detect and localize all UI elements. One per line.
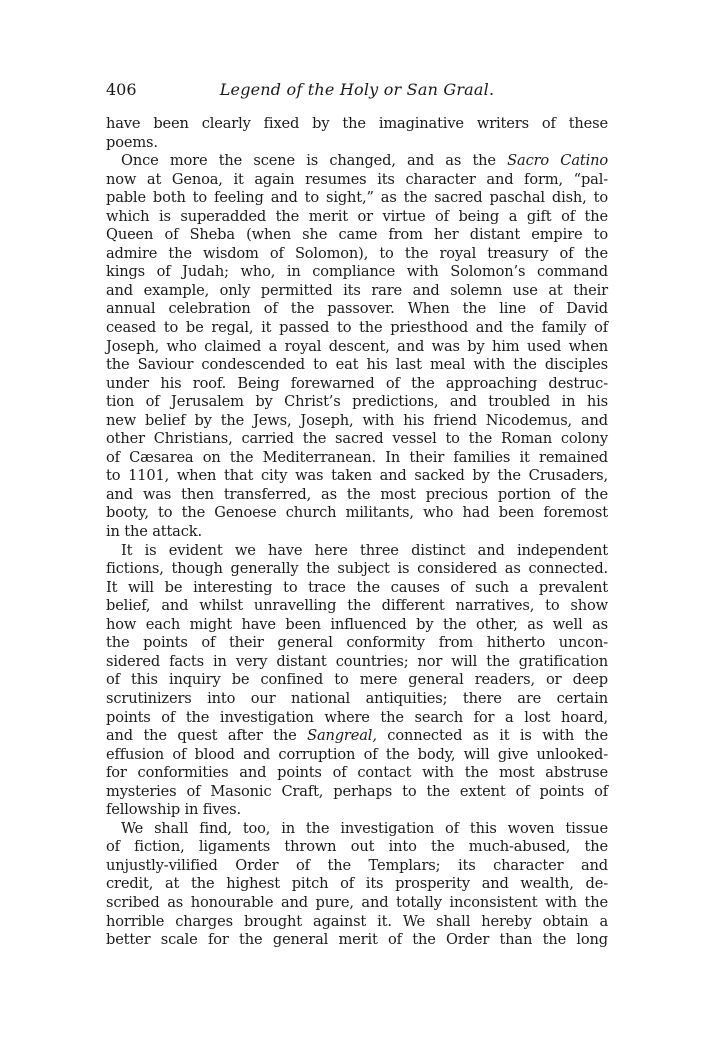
text-segment: now at Genoa, it again resumes its character and form, “pal- [106, 170, 608, 188]
text-line [106, 430, 608, 449]
text-segment: points of the investigation where the search for a lost hoard, [106, 708, 608, 726]
body-text [106, 115, 608, 950]
text-line [106, 338, 608, 357]
text-segment: sidered facts in very distant countries; nor will the gratification [106, 652, 608, 670]
text-line [106, 746, 608, 765]
text-line [106, 449, 608, 468]
text-segment: credit, at the highest pitch of its prosperity and wealth, de- [106, 875, 608, 893]
text-line [106, 783, 608, 802]
text-line [106, 189, 608, 208]
text-line [106, 671, 608, 690]
running-title: Legend of the Holy or San Graal. [219, 80, 495, 99]
text-line [106, 801, 608, 820]
text-line [106, 226, 608, 245]
text-segment: horrible charges brought against it. We shall hereby obtain a [106, 912, 608, 930]
page-number: 406 [106, 80, 137, 99]
text-line [106, 653, 608, 672]
text-segment: of Cæsarea on the Mediterranean. In their families it remained [106, 448, 608, 466]
text-line [106, 393, 608, 412]
text-segment: have been clearly fixed by the imaginative writers of these [106, 115, 608, 132]
text-segment: of this inquiry be confined to mere general readers, or deep [106, 671, 608, 689]
text-segment: of fiction, ligaments thrown out into the much-abused, the [106, 838, 608, 856]
text-line [106, 690, 608, 709]
text-line [106, 300, 608, 319]
text-line [106, 857, 608, 876]
text-segment: pable both to feeling and to sight,” as the sacred paschal dish, to [106, 189, 608, 207]
text-line [106, 263, 608, 282]
text-line [106, 375, 608, 394]
text-segment: and the quest after the [106, 727, 308, 745]
text-line [106, 542, 608, 561]
text-segment: effusion of blood and corruption of the body, will give unlooked- [106, 745, 608, 763]
text-line [106, 634, 608, 653]
text-segment: kings of Judah; who, in compliance with Solomon’s command [106, 263, 608, 281]
text-line [106, 171, 608, 190]
text-line [106, 467, 608, 486]
text-line [106, 245, 608, 264]
text-segment: unjustly-vilified Order of the Templars; its character and [106, 856, 608, 874]
text-line [106, 709, 608, 728]
text-line [106, 597, 608, 616]
text-segment: booty, to the Genoese church militants, who had been foremost [106, 504, 608, 522]
text-line [106, 838, 608, 857]
text-line [106, 931, 608, 950]
text-line [106, 319, 608, 338]
text-line [106, 356, 608, 375]
text-segment: new belief by the Jews, Joseph, with his friend Nicodemus, and [106, 411, 608, 429]
text-segment: the points of their general conformity from hitherto uncon- [106, 634, 608, 652]
text-segment: admire the wisdom of Solomon), to the royal treasury of the [106, 244, 608, 262]
text-segment: for conformities and points of contact with the most abstruse [106, 764, 608, 782]
text-segment: connected as it is with the [376, 727, 608, 745]
book-page [106, 77, 608, 950]
text-segment: the Saviour condescended to eat his last meal with the disciples [106, 356, 608, 374]
text-line [106, 764, 608, 783]
text-segment: fictions, though generally the subject is considered as connected. [106, 560, 608, 578]
text-segment: to 1101, when that city was taken and sacked by the Crusaders, [106, 467, 608, 485]
text-segment: scribed as honourable and pure, and totally inconsistent with the [106, 893, 608, 911]
text-segment: Queen of Sheba (when she came from her distant empire to [106, 226, 608, 244]
text-segment: ceased to be regal, it passed to the priesthood and the family of [106, 319, 608, 337]
text-segment: fellowship in fives. [106, 801, 241, 819]
text-segment: tion of Jerusalem by Christ’s predictions, and troubled in his [106, 393, 608, 411]
text-segment: and was then transferred, as the most precious portion of the [106, 485, 608, 503]
text-line [106, 134, 608, 153]
text-line [106, 523, 608, 542]
text-line [106, 152, 608, 171]
text-line [106, 208, 608, 227]
text-segment: annual celebration of the passover. When the line of David [106, 300, 608, 318]
text-line [106, 875, 608, 894]
text-segment: It will be interesting to trace the causes of such a prevalent [106, 578, 608, 596]
italic-term: Sacro Catino [507, 152, 608, 170]
text-line [106, 616, 608, 635]
text-line [106, 504, 608, 523]
text-line [106, 486, 608, 505]
text-segment: mysteries of Masonic Craft, perhaps to the extent of points of [106, 782, 608, 800]
text-segment: scrutinizers into our national antiquities; there are certain [106, 689, 608, 707]
text-segment: in the attack. [106, 523, 202, 541]
text-segment: under his roof. Being forewarned of the approaching destruc- [106, 374, 608, 392]
text-segment: We shall find, too, in the investigation of this woven tissue [121, 819, 608, 837]
text-line [106, 115, 608, 134]
text-line [106, 820, 608, 839]
text-line [106, 412, 608, 431]
text-segment: which is superadded the merit or virtue of being a gift of the [106, 207, 608, 225]
text-line [106, 282, 608, 301]
text-segment: better scale for the general merit of the Order than the long [106, 931, 608, 949]
text-segment: Joseph, who claimed a royal descent, and was by him used when [106, 337, 608, 355]
text-line [106, 894, 608, 913]
text-segment: how each might have been influenced by the other, as well as [106, 615, 608, 633]
text-segment: Once more the scene is changed, and as the [121, 152, 508, 170]
running-head [106, 77, 608, 103]
text-segment: It is evident we have here three distinct and independent [121, 541, 608, 559]
text-line [106, 727, 608, 746]
text-line [106, 913, 608, 932]
text-segment: poems. [106, 133, 158, 151]
text-line [106, 579, 608, 598]
text-segment: and example, only permitted its rare and solemn use at their [106, 281, 608, 299]
text-segment: other Christians, carried the sacred vessel to the Roman colony [106, 430, 608, 448]
text-segment: belief, and whilst unravelling the different narratives, to show [106, 597, 608, 615]
text-line [106, 560, 608, 579]
italic-term: Sangreal, [307, 727, 377, 745]
